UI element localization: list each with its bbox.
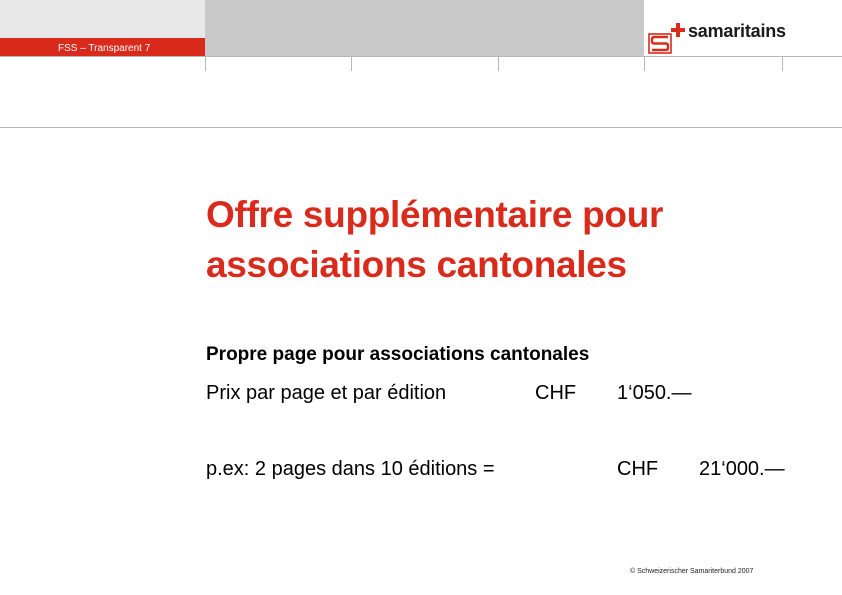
section-divider (0, 127, 842, 128)
page-title-line: Offre supplémentaire pour (206, 194, 664, 235)
example-currency: CHF (617, 458, 659, 480)
price-label: Prix par page et par édition (206, 382, 447, 404)
price-value: 1‘050.— (617, 382, 692, 404)
header-rule (0, 56, 842, 57)
example-value: 21‘000.— (699, 458, 785, 480)
offer-subtitle: Propre page pour associations cantonales (206, 344, 590, 365)
price-currency: CHF (535, 382, 577, 404)
page-title (206, 190, 826, 290)
header-tick (644, 57, 645, 71)
header-tick (498, 57, 499, 71)
header-tick (351, 57, 352, 71)
header-dark-panel (205, 0, 644, 56)
samaritains-s-plus-icon (648, 20, 688, 56)
samaritains-logo (648, 20, 838, 56)
logo-wordmark: samaritains (688, 21, 786, 41)
header-tick (205, 57, 206, 71)
example-label: p.ex: 2 pages dans 10 éditions = (206, 458, 495, 480)
copyright-footer: © Schweizerischer Samariterbund 2007 (630, 568, 754, 575)
header-tick (782, 57, 783, 71)
page-title-line: associations cantonales (206, 244, 627, 285)
slide-id-label: FSS – Transparent 7 (58, 43, 151, 54)
